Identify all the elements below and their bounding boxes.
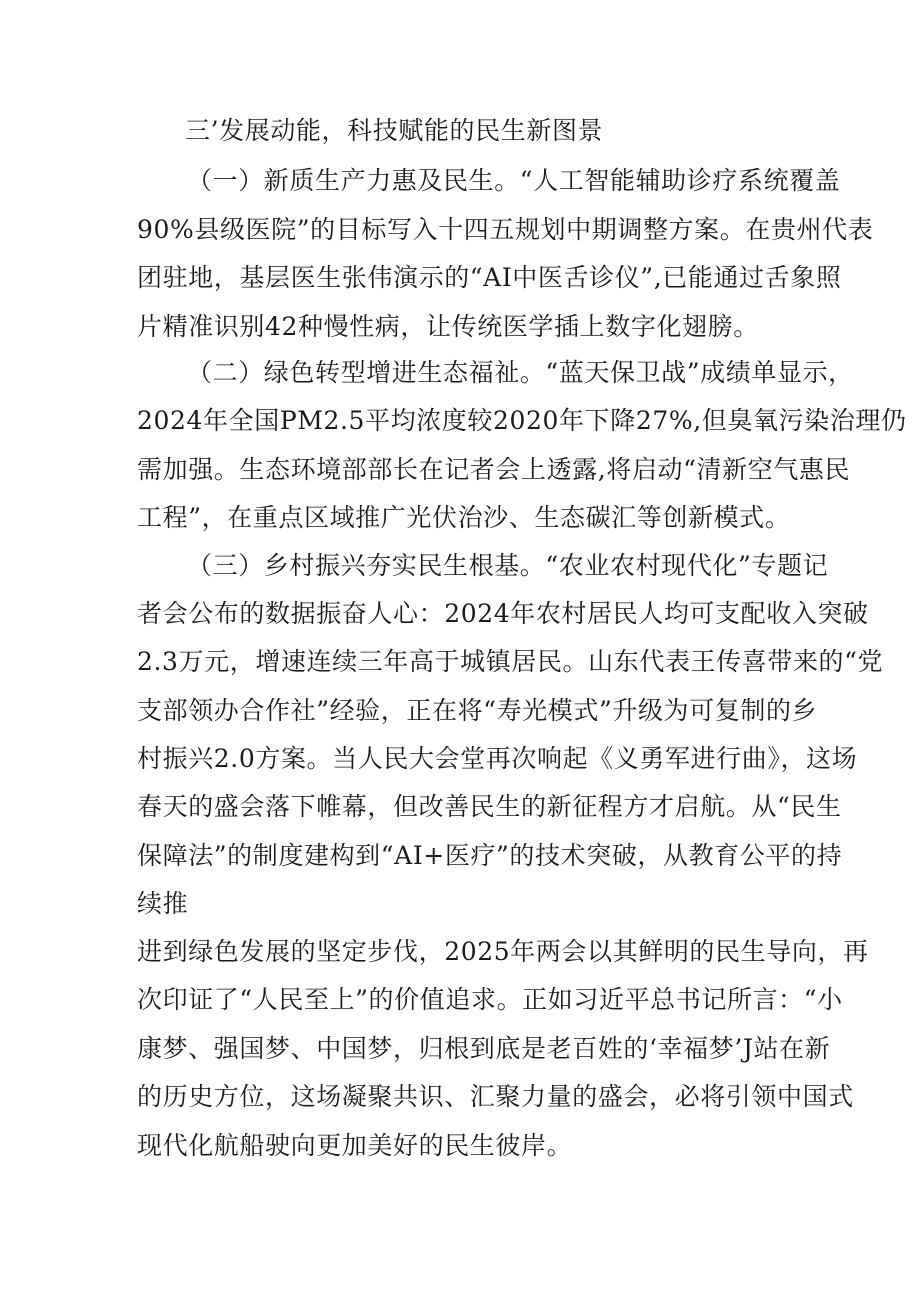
paragraph-line: 的历史方位，这场凝聚共识、汇聚力量的盛会，必将引领中国式 [137,1082,854,1111]
paragraph-line: 保障法”的制度建构到“AI+医疗”的技术突破，从教育公平的持 [137,841,843,870]
paragraph-line: 现代化航船驶向更加美好的民生彼岸。 [137,1131,573,1160]
paragraph-line: 支部领办合作社”经验，正在将“寿光模式”升级为可复制的乡 [137,696,818,725]
paragraph-line: 2.3万元，增速连续三年高于城镇居民。山东代表王传喜带来的“党 [137,647,884,676]
paragraph-line: （一）新质生产力惠及民生。“人工智能辅助诊疗系统覆盖 [187,166,841,195]
paragraph-line: 春天的盛会落下帷幕，但改善民生的新征程方才启航。从“民生 [137,792,842,821]
section-heading: 三’发展动能，科技赋能的民生新图景 [185,116,604,145]
paragraph-line: 村振兴2.0方案。当人民大会堂再次响起《义勇军进行曲》，这场 [137,744,858,773]
paragraph-line: 需加强。生态环境部部长在记者会上透露,将启动“清新空气惠民 [137,455,851,484]
paragraph-line: 片精准识别42种慢性病，让传统医学插上数字化翅膀。 [137,312,759,341]
paragraph-line: 团驻地，基层医生张伟演示的“AI中医舌诊仪”,已能通过舌象照 [137,263,842,292]
paragraph-line: （三）乡村振兴夯实民生根基。“农业农村现代化”专题记 [187,551,829,580]
paragraph-line: 2024年全国PM2.5平均浓度较2020年下降27%,但臭氧污染治理仍 [137,406,907,435]
paragraph-line: 进到绿色发展的坚定步伐，2025年两会以其鲜明的民生导向，再 [137,937,869,966]
paragraph-line: 康梦、强国梦、中国梦，归根到底是老百姓的‘幸福梦’J站在新 [137,1034,831,1063]
paragraph-line: 工程”，在重点区域推广光伏治沙、生态碳汇等创新模式。 [137,503,791,532]
paragraph-line: 90%县级医院”的目标写入十四五规划中期调整方案。在贵州代表 [137,215,874,244]
paragraph-line: 续推 [137,889,189,918]
paragraph-line: 者会公布的数据振奋人心：2024年农村居民人均可支配收入突破 [137,599,869,628]
paragraph-line: （二）绿色转型增进生态福祉。“蓝天保卫战”成绩单显示， [187,358,854,387]
paragraph-line: 次印证了“人民至上”的价值追求。正如习近平总书记所言：“小 [137,985,843,1014]
